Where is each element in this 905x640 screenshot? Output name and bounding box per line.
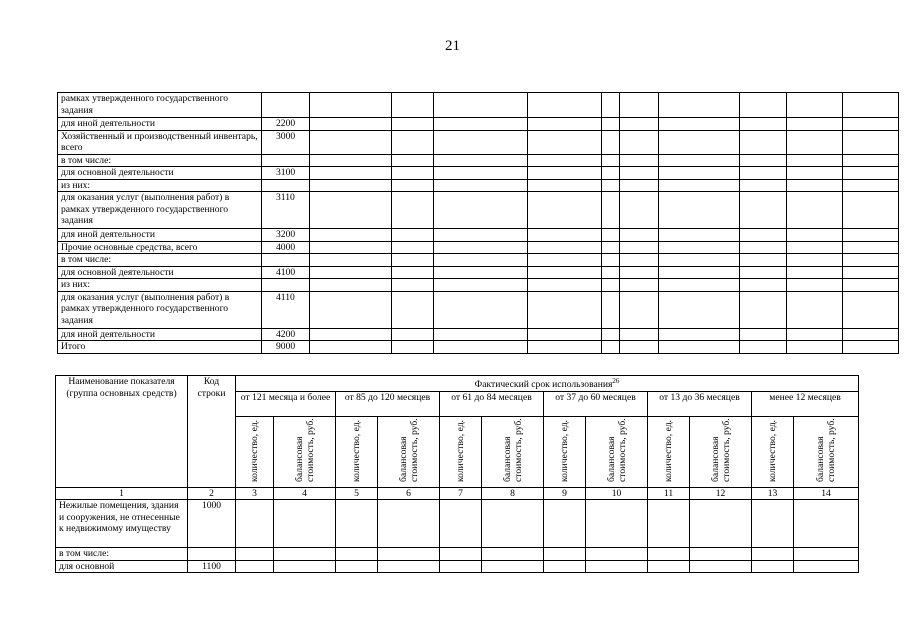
value-cell [274,500,336,548]
quantity-header: количество, ед. [648,416,690,487]
value-cell [620,266,659,279]
value-cell [690,548,752,561]
row-code: 4110 [262,291,310,328]
value-cell [843,328,899,341]
row-label: для основной деятельности [58,167,262,180]
value-cell [392,179,434,192]
value-cell [602,291,620,328]
value-cell [620,291,659,328]
top-table [57,92,899,354]
value-cell [310,241,392,254]
header-row-1 [56,376,859,392]
value-cell [659,179,740,192]
column-number: 8 [482,487,544,500]
quantity-header: количество, ед. [544,416,586,487]
table-row [58,341,899,354]
table-row [58,167,899,180]
balance-value-header: балансовая стоимость, руб. [586,416,648,487]
table-row [58,241,899,254]
table-row [58,328,899,341]
row-code: 4000 [262,241,310,254]
table-row [56,548,859,561]
row-label: для оказания услуг (выполнения работ) в рамках утвержденного государственного задания [58,291,262,328]
row-label: рамках утвержденного государственного задания [58,93,262,118]
value-cell [392,341,434,354]
value-cell [378,500,440,548]
value-cell [659,130,740,154]
column-number: 3 [236,487,274,500]
value-cell [620,154,659,167]
row-code: 1000 [188,500,236,548]
value-cell [310,192,392,229]
value-cell [440,500,482,548]
column-number: 5 [336,487,378,500]
value-cell [794,548,859,561]
table-row [58,254,899,267]
row-code: 3100 [262,167,310,180]
value-cell [740,154,787,167]
value-cell [310,341,392,354]
table-row [58,279,899,292]
value-cell [392,279,434,292]
quantity-header: количество, ед. [336,416,378,487]
value-cell [528,192,602,229]
table-row [58,93,899,118]
value-cell [528,241,602,254]
value-cell [528,93,602,118]
value-cell [434,93,528,118]
value-cell [434,254,528,267]
value-cell [787,93,843,118]
value-cell [620,118,659,131]
row-code [188,548,236,561]
table-row [58,229,899,242]
value-cell [310,328,392,341]
value-cell [528,254,602,267]
table-row [58,291,899,328]
value-cell [602,328,620,341]
row-label: в том числе: [56,548,188,561]
value-cell [843,192,899,229]
value-cell [843,266,899,279]
period-header: от 37 до 60 месяцев [544,391,648,416]
period-header: от 61 до 84 месяцев [440,391,544,416]
value-cell [659,229,740,242]
row-label: для основной деятельности [58,266,262,279]
value-cell [602,118,620,131]
value-cell [528,341,602,354]
column-number: 4 [274,487,336,500]
value-cell [843,229,899,242]
value-cell [392,93,434,118]
row-code [262,279,310,292]
value-cell [602,241,620,254]
value-cell [602,192,620,229]
value-cell [843,341,899,354]
page-number: 21 [445,38,460,54]
value-cell [843,93,899,118]
period-header: менее 12 месяцев [752,391,859,416]
row-label: в том числе: [58,154,262,167]
row-label: из них: [58,179,262,192]
value-cell [392,254,434,267]
value-cell [843,254,899,267]
value-cell [392,167,434,180]
value-cell [434,179,528,192]
value-cell [440,560,482,573]
value-cell [586,560,648,573]
value-cell [310,179,392,192]
value-cell [336,560,378,573]
value-cell [482,548,544,561]
value-cell [310,93,392,118]
value-cell [620,179,659,192]
row-label: Хозяйственный и производственный инвентарь, всего [58,130,262,154]
value-cell [310,167,392,180]
value-cell [310,266,392,279]
value-cell [602,229,620,242]
value-cell [434,291,528,328]
value-cell [434,130,528,154]
value-cell [787,328,843,341]
value-cell [659,154,740,167]
value-cell [659,266,740,279]
value-cell [843,154,899,167]
balance-value-header: балансовая стоимость, руб. [690,416,752,487]
value-cell [528,130,602,154]
value-cell [602,93,620,118]
value-cell [787,254,843,267]
quantity-header: количество, ед. [440,416,482,487]
table-row [58,154,899,167]
row-label: для иной деятельности [58,328,262,341]
column-number: 9 [544,487,586,500]
value-cell [740,241,787,254]
value-cell [378,548,440,561]
value-cell [787,167,843,180]
value-cell [544,560,586,573]
row-label: Нежилые помещения, здания и сооружения, не отнесенные к недвижимому имуществу [56,500,188,548]
value-cell [528,118,602,131]
value-cell [620,229,659,242]
value-cell [620,192,659,229]
value-cell [740,291,787,328]
column-number: 1 [56,487,188,500]
value-cell [787,179,843,192]
value-cell [434,266,528,279]
row-code: 4100 [262,266,310,279]
value-cell [482,560,544,573]
value-cell [274,548,336,561]
row-code [262,254,310,267]
value-cell [690,560,752,573]
value-cell [528,291,602,328]
header-code-cell: Код строки [188,376,236,488]
value-cell [528,167,602,180]
value-cell [620,328,659,341]
value-cell [752,548,794,561]
value-cell [392,130,434,154]
value-cell [740,279,787,292]
table-row [56,500,859,548]
value-cell [620,279,659,292]
value-cell [659,341,740,354]
column-number: 10 [586,487,648,500]
value-cell [392,241,434,254]
value-cell [659,192,740,229]
value-cell [740,266,787,279]
value-cell [787,279,843,292]
value-cell [392,266,434,279]
row-code: 3110 [262,192,310,229]
value-cell [528,179,602,192]
value-cell [378,560,440,573]
row-code [262,179,310,192]
table-row [58,118,899,131]
value-cell [236,548,274,561]
value-cell [620,241,659,254]
value-cell [740,192,787,229]
value-cell [602,179,620,192]
value-cell [843,291,899,328]
value-cell [392,229,434,242]
value-cell [620,254,659,267]
value-cell [740,167,787,180]
column-number: 13 [752,487,794,500]
value-cell [392,328,434,341]
header-name-cell: Наименование показателя (группа основных средств) [56,376,188,488]
row-code: 1100 [188,560,236,573]
value-cell [787,130,843,154]
value-cell [659,93,740,118]
value-cell [544,500,586,548]
value-cell [659,279,740,292]
value-cell [434,241,528,254]
value-cell [310,254,392,267]
value-cell [740,254,787,267]
value-cell [434,341,528,354]
column-number: 12 [690,487,752,500]
row-label: Итого [58,341,262,354]
value-cell [787,241,843,254]
value-cell [586,548,648,561]
value-cell [752,500,794,548]
value-cell [544,548,586,561]
value-cell [434,229,528,242]
value-cell [602,130,620,154]
value-cell [528,154,602,167]
value-cell [787,229,843,242]
balance-value-header: балансовая стоимость, руб. [794,416,859,487]
value-cell [648,548,690,561]
value-cell [787,154,843,167]
value-cell [740,229,787,242]
value-cell [787,118,843,131]
value-cell [659,167,740,180]
value-cell [434,192,528,229]
balance-value-header: балансовая стоимость, руб. [274,416,336,487]
row-label: в том числе: [58,254,262,267]
value-cell [602,254,620,267]
value-cell [434,279,528,292]
table-row [58,130,899,154]
row-code: 3000 [262,130,310,154]
row-label: Прочие основные средства, всего [58,241,262,254]
value-cell [602,266,620,279]
value-cell [434,154,528,167]
value-cell [787,192,843,229]
value-cell [310,154,392,167]
value-cell [310,229,392,242]
value-cell [659,254,740,267]
value-cell [620,341,659,354]
value-cell [659,118,740,131]
value-cell [740,341,787,354]
value-cell [434,328,528,341]
period-header: от 121 месяца и более [236,391,336,416]
value-cell [310,130,392,154]
row-label: из них: [58,279,262,292]
balance-value-header: балансовая стоимость, руб. [378,416,440,487]
value-cell [528,279,602,292]
value-cell [310,118,392,131]
value-cell [602,279,620,292]
column-number: 6 [378,487,440,500]
table-row [58,179,899,192]
value-cell [787,341,843,354]
value-cell [528,328,602,341]
value-cell [620,93,659,118]
value-cell [392,291,434,328]
value-cell [740,328,787,341]
period-header: от 85 до 120 месяцев [336,391,440,416]
value-cell [586,500,648,548]
row-code [262,93,310,118]
value-cell [620,167,659,180]
row-code: 9000 [262,341,310,354]
value-cell [602,341,620,354]
row-label: для оказания услуг (выполнения работ) в рамках утвержденного государственного задания [58,192,262,229]
value-cell [843,179,899,192]
value-cell [602,154,620,167]
value-cell [794,560,859,573]
value-cell [843,241,899,254]
value-cell [843,279,899,292]
row-label: для иной деятельности [58,229,262,242]
table-row [58,192,899,229]
value-cell [236,560,274,573]
table-row [58,266,899,279]
quantity-header: количество, ед. [236,416,274,487]
value-cell [620,130,659,154]
column-number: 14 [794,487,859,500]
value-cell [310,279,392,292]
value-cell [787,291,843,328]
value-cell [843,130,899,154]
value-cell [740,179,787,192]
value-cell [648,500,690,548]
value-cell [392,154,434,167]
column-number-row [56,487,859,500]
value-cell [336,500,378,548]
value-cell [528,266,602,279]
balance-value-header: балансовая стоимость, руб. [482,416,544,487]
period-header: от 13 до 36 месяцев [648,391,752,416]
row-code: 2200 [262,118,310,131]
row-code: 4200 [262,328,310,341]
value-cell [690,500,752,548]
value-cell [440,548,482,561]
value-cell [392,192,434,229]
value-cell [482,500,544,548]
row-label: для основной [56,560,188,573]
value-cell [752,560,794,573]
value-cell [794,500,859,548]
value-cell [434,118,528,131]
value-cell [392,118,434,131]
value-cell [274,560,336,573]
value-cell [434,167,528,180]
value-cell [602,167,620,180]
row-label: для иной деятельности [58,118,262,131]
value-cell [787,266,843,279]
value-cell [659,291,740,328]
value-cell [659,328,740,341]
value-cell [740,130,787,154]
column-number: 2 [188,487,236,500]
value-cell [310,291,392,328]
table-row [56,560,859,573]
value-cell [236,500,274,548]
header-group-cell: Фактический срок использования$^{26}$ [236,376,859,392]
value-cell [843,118,899,131]
value-cell [648,560,690,573]
value-cell [740,93,787,118]
value-cell [843,167,899,180]
row-code [262,154,310,167]
column-number: 11 [648,487,690,500]
quantity-header: количество, ед. [752,416,794,487]
value-cell [336,548,378,561]
value-cell [528,229,602,242]
value-cell [659,241,740,254]
column-number: 7 [440,487,482,500]
value-cell [740,118,787,131]
row-code: 3200 [262,229,310,242]
bottom-table [55,375,859,573]
